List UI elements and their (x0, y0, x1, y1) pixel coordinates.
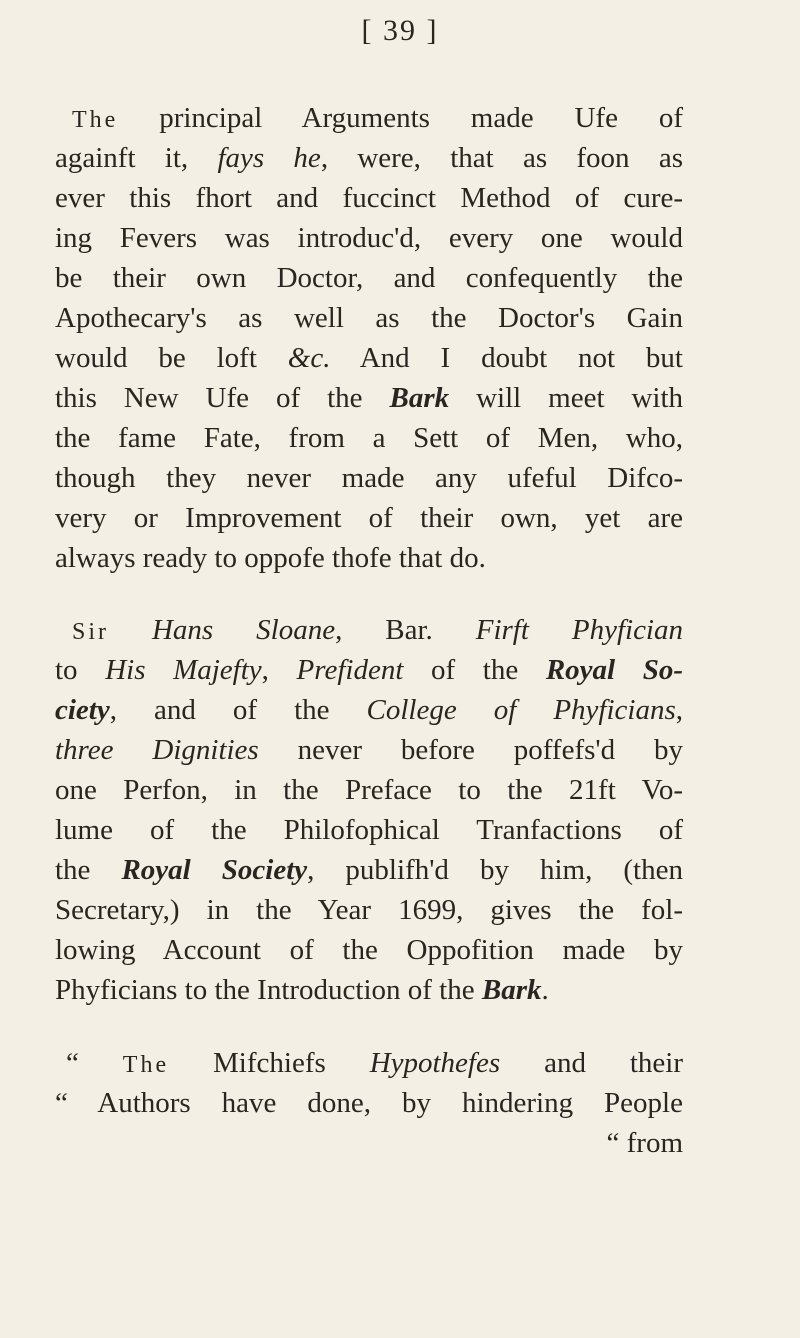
text-line: againft it, fays he, were, that as foon as (55, 142, 683, 174)
text-line: the Royal Society, publifh'd by him, (then (55, 854, 683, 886)
text-line: though they never made any ufeful Difco- (55, 462, 683, 494)
text-line: to His Majefty, Prefident of the Royal So- (55, 654, 684, 686)
text-line: one Perfon, in the Preface to the 21ft Vo- (55, 774, 683, 806)
text-line: Phyficians to the Introduction of the Bark. (55, 974, 549, 1006)
text-line: the fame Fate, from a Sett of Men, who, (55, 422, 683, 454)
text-line: Apothecary's as well as the Doctor's Gain (55, 302, 683, 334)
quote-line: “ from (606, 1127, 683, 1159)
text-line: Secretary,) in the Year 1699, gives the fol- (55, 894, 683, 926)
text-line: ever this fhort and fuccinct Method of cure- (55, 182, 683, 214)
quote-line: “ The Mifchiefs Hypothefes and their (66, 1047, 684, 1079)
text-line: very or Improvement of their own, yet are (55, 502, 683, 534)
page-number: [ 39 ] (361, 14, 439, 47)
text-line: three Dignities never before poffefs'd by (55, 734, 683, 766)
text-line: would be loft &c. And I doubt not but (55, 342, 683, 374)
text-line: lowing Account of the Oppofition made by (55, 934, 683, 966)
quote-line: “ Authors have done, by hindering People (55, 1087, 683, 1119)
text-line: ciety, and of the College of Phyficians, (55, 694, 683, 726)
text-line: The principal Arguments made Ufe of (72, 102, 683, 134)
text-line: Sir Hans Sloane, Bar. Firft Phyfician (72, 614, 683, 646)
text-line: ing Fevers was introduc'd, every one would (55, 222, 683, 254)
text-line: lume of the Philofophical Tranfactions of (55, 814, 683, 846)
text-line: always ready to oppofe thofe that do. (55, 542, 486, 574)
text-line: be their own Doctor, and confequently the (55, 262, 683, 294)
text-line: this New Ufe of the Bark will meet with (55, 382, 684, 414)
